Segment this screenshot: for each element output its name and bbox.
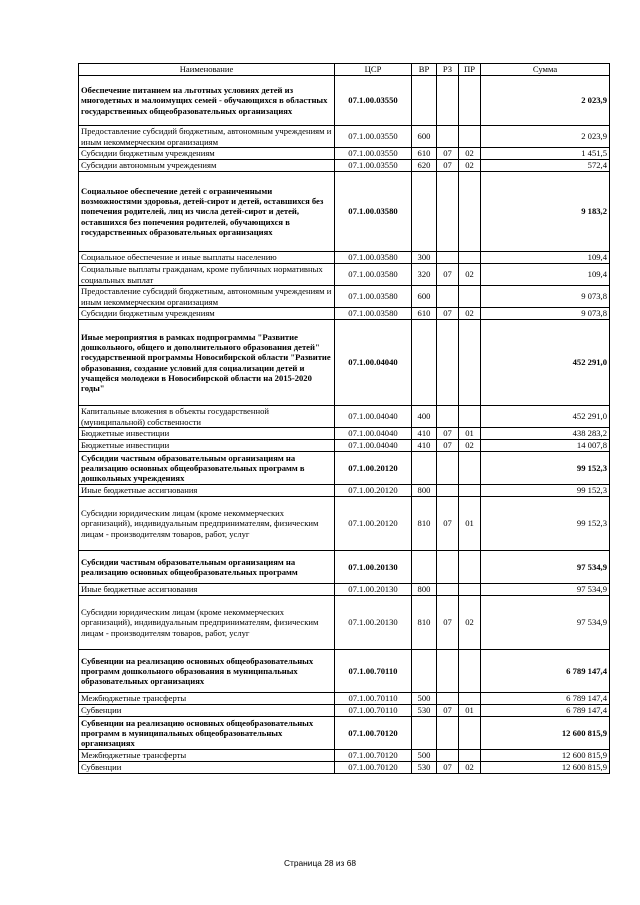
cell-rz bbox=[437, 320, 459, 406]
cell-sum: 99 152,3 bbox=[481, 485, 610, 497]
cell-rz: 07 bbox=[437, 440, 459, 452]
cell-pr bbox=[459, 584, 481, 596]
cell-pr: 02 bbox=[459, 264, 481, 286]
table-row bbox=[79, 126, 610, 148]
header-name: Наименование bbox=[79, 64, 335, 76]
table-row bbox=[79, 650, 610, 693]
cell-rz: 07 bbox=[437, 705, 459, 717]
cell-pr: 01 bbox=[459, 497, 481, 551]
cell-rz bbox=[437, 717, 459, 750]
cell-name: Обеспечение питанием на льготных условиях детей из многодетных и малоимущих семей - обучающихся в областных государственных общеобразовательных организациях bbox=[79, 76, 335, 126]
table-row bbox=[79, 286, 610, 308]
cell-rz bbox=[437, 551, 459, 584]
cell-sum: 572,4 bbox=[481, 160, 610, 172]
cell-pr bbox=[459, 693, 481, 705]
cell-sum: 12 600 815,9 bbox=[481, 717, 610, 750]
cell-pr: 02 bbox=[459, 160, 481, 172]
table-row bbox=[79, 762, 610, 774]
cell-csr: 07.1.00.20130 bbox=[335, 584, 412, 596]
cell-name: Капитальные вложения в объекты государственной (муниципальной) собственности bbox=[79, 406, 335, 428]
cell-sum: 2 023,9 bbox=[481, 126, 610, 148]
cell-csr: 07.1.00.03550 bbox=[335, 76, 412, 126]
cell-vr bbox=[412, 551, 437, 584]
cell-rz bbox=[437, 693, 459, 705]
cell-pr: 02 bbox=[459, 148, 481, 160]
cell-sum: 6 789 147,4 bbox=[481, 705, 610, 717]
cell-rz: 07 bbox=[437, 762, 459, 774]
cell-rz bbox=[437, 286, 459, 308]
cell-name: Социальное обеспечение детей с ограниченными возможностями здоровья, детей-сирот и детей, оставшихся без попечения родителей, лиц из числа детей-сирот и детей, оставшихся без попечения родителей, обучающихся в государственных образовательных организациях bbox=[79, 172, 335, 252]
header-rz: РЗ bbox=[437, 64, 459, 76]
cell-csr: 07.1.00.70120 bbox=[335, 762, 412, 774]
cell-rz bbox=[437, 485, 459, 497]
budget-table-container bbox=[78, 63, 609, 774]
cell-pr bbox=[459, 76, 481, 126]
cell-pr bbox=[459, 717, 481, 750]
cell-pr bbox=[459, 286, 481, 308]
cell-name: Социальные выплаты гражданам, кроме публичных нормативных социальных выплат bbox=[79, 264, 335, 286]
table-row bbox=[79, 148, 610, 160]
cell-pr bbox=[459, 126, 481, 148]
cell-pr bbox=[459, 485, 481, 497]
cell-csr: 07.1.00.04040 bbox=[335, 406, 412, 428]
header-sum: Сумма bbox=[481, 64, 610, 76]
cell-vr: 320 bbox=[412, 264, 437, 286]
cell-vr bbox=[412, 650, 437, 693]
cell-rz: 07 bbox=[437, 264, 459, 286]
cell-pr bbox=[459, 452, 481, 485]
cell-name: Субвенции на реализацию основных общеобразовательных программ в муниципальных общеобразовательных организациях bbox=[79, 717, 335, 750]
cell-sum: 9 073,8 bbox=[481, 308, 610, 320]
cell-csr: 07.1.00.70110 bbox=[335, 693, 412, 705]
cell-csr: 07.1.00.03550 bbox=[335, 160, 412, 172]
cell-vr bbox=[412, 76, 437, 126]
page-number: Страница 28 из 68 bbox=[283, 858, 357, 868]
cell-vr: 800 bbox=[412, 584, 437, 596]
cell-pr bbox=[459, 406, 481, 428]
cell-rz bbox=[437, 126, 459, 148]
cell-sum: 1 451,5 bbox=[481, 148, 610, 160]
table-header-row bbox=[79, 64, 610, 76]
table-row bbox=[79, 750, 610, 762]
cell-rz: 07 bbox=[437, 160, 459, 172]
cell-name: Иные мероприятия в рамках подпрограммы "Развитие дошкольного, общего и дополнительного образования детей" государственной программы Новосибирской области "Развитие образования, создание условий для социализации детей и учащейся молодежи в Новосибирской области на 2015-2020 годы" bbox=[79, 320, 335, 406]
table-row bbox=[79, 497, 610, 551]
cell-pr: 02 bbox=[459, 308, 481, 320]
cell-name: Субвенции bbox=[79, 705, 335, 717]
cell-rz bbox=[437, 584, 459, 596]
cell-name: Субсидии бюджетным учреждениям bbox=[79, 308, 335, 320]
cell-csr: 07.1.00.03580 bbox=[335, 308, 412, 320]
cell-rz: 07 bbox=[437, 428, 459, 440]
cell-rz bbox=[437, 172, 459, 252]
cell-name: Межбюджетные трансферты bbox=[79, 750, 335, 762]
cell-rz bbox=[437, 452, 459, 485]
cell-vr: 600 bbox=[412, 286, 437, 308]
cell-vr: 610 bbox=[412, 148, 437, 160]
cell-sum: 6 789 147,4 bbox=[481, 693, 610, 705]
cell-vr: 410 bbox=[412, 428, 437, 440]
cell-csr: 07.1.00.03580 bbox=[335, 264, 412, 286]
header-vr: ВР bbox=[412, 64, 437, 76]
cell-sum: 97 534,9 bbox=[481, 584, 610, 596]
cell-name: Субсидии бюджетным учреждениям bbox=[79, 148, 335, 160]
cell-vr: 800 bbox=[412, 485, 437, 497]
cell-name: Субсидии автономным учреждениям bbox=[79, 160, 335, 172]
cell-pr: 01 bbox=[459, 705, 481, 717]
cell-pr: 02 bbox=[459, 762, 481, 774]
cell-pr bbox=[459, 172, 481, 252]
cell-vr: 500 bbox=[412, 750, 437, 762]
cell-csr: 07.1.00.03550 bbox=[335, 148, 412, 160]
cell-name: Иные бюджетные ассигнования bbox=[79, 584, 335, 596]
cell-csr: 07.1.00.03580 bbox=[335, 286, 412, 308]
cell-pr bbox=[459, 320, 481, 406]
cell-rz bbox=[437, 252, 459, 264]
cell-name: Предоставление субсидий бюджетным, автономным учреждениям и иным некоммерческим организациям bbox=[79, 286, 335, 308]
cell-vr: 620 bbox=[412, 160, 437, 172]
table-row bbox=[79, 172, 610, 252]
cell-sum: 99 152,3 bbox=[481, 497, 610, 551]
table-row bbox=[79, 76, 610, 126]
cell-name: Субвенции на реализацию основных общеобразовательных программ дошкольного образования в муниципальных образовательных организациях bbox=[79, 650, 335, 693]
table-row bbox=[79, 596, 610, 650]
cell-sum: 97 534,9 bbox=[481, 551, 610, 584]
cell-vr: 610 bbox=[412, 308, 437, 320]
cell-name: Бюджетные инвестиции bbox=[79, 428, 335, 440]
cell-vr: 410 bbox=[412, 440, 437, 452]
cell-rz bbox=[437, 76, 459, 126]
cell-rz bbox=[437, 406, 459, 428]
cell-vr: 530 bbox=[412, 705, 437, 717]
cell-csr: 07.1.00.20130 bbox=[335, 551, 412, 584]
cell-vr: 810 bbox=[412, 497, 437, 551]
table-row bbox=[79, 406, 610, 428]
cell-sum: 2 023,9 bbox=[481, 76, 610, 126]
table-row bbox=[79, 160, 610, 172]
cell-csr: 07.1.00.20120 bbox=[335, 452, 412, 485]
cell-sum: 9 073,8 bbox=[481, 286, 610, 308]
cell-csr: 07.1.00.70110 bbox=[335, 705, 412, 717]
table-row bbox=[79, 320, 610, 406]
cell-sum: 14 007,8 bbox=[481, 440, 610, 452]
cell-pr bbox=[459, 650, 481, 693]
cell-csr: 07.1.00.04040 bbox=[335, 440, 412, 452]
table-row bbox=[79, 485, 610, 497]
cell-sum: 6 789 147,4 bbox=[481, 650, 610, 693]
budget-table bbox=[78, 63, 610, 774]
cell-csr: 07.1.00.70120 bbox=[335, 750, 412, 762]
cell-csr: 07.1.00.04040 bbox=[335, 428, 412, 440]
cell-name: Предоставление субсидий бюджетным, автономным учреждениям и иным некоммерческим организациям bbox=[79, 126, 335, 148]
cell-sum: 12 600 815,9 bbox=[481, 750, 610, 762]
table-row bbox=[79, 264, 610, 286]
table-row bbox=[79, 705, 610, 717]
cell-csr: 07.1.00.70120 bbox=[335, 717, 412, 750]
cell-name: Субсидии юридическим лицам (кроме некоммерческих организаций), индивидуальным предпринимателям, физическим лицам - производителям товаров, работ, услуг bbox=[79, 596, 335, 650]
cell-rz: 07 bbox=[437, 148, 459, 160]
cell-sum: 438 283,2 bbox=[481, 428, 610, 440]
cell-name: Субсидии частным образовательным организациям на реализацию основных общеобразовательных программ в дошкольных учреждениях bbox=[79, 452, 335, 485]
table-row bbox=[79, 308, 610, 320]
cell-vr bbox=[412, 452, 437, 485]
cell-rz: 07 bbox=[437, 596, 459, 650]
cell-vr bbox=[412, 320, 437, 406]
cell-csr: 07.1.00.04040 bbox=[335, 320, 412, 406]
cell-vr bbox=[412, 172, 437, 252]
cell-vr: 530 bbox=[412, 762, 437, 774]
cell-csr: 07.1.00.20120 bbox=[335, 485, 412, 497]
cell-sum: 99 152,3 bbox=[481, 452, 610, 485]
cell-csr: 07.1.00.20120 bbox=[335, 497, 412, 551]
cell-csr: 07.1.00.70110 bbox=[335, 650, 412, 693]
cell-csr: 07.1.00.03580 bbox=[335, 172, 412, 252]
cell-vr: 810 bbox=[412, 596, 437, 650]
cell-vr: 400 bbox=[412, 406, 437, 428]
cell-rz bbox=[437, 650, 459, 693]
cell-pr bbox=[459, 252, 481, 264]
cell-sum: 452 291,0 bbox=[481, 320, 610, 406]
header-csr: ЦСР bbox=[335, 64, 412, 76]
cell-rz bbox=[437, 750, 459, 762]
cell-sum: 9 183,2 bbox=[481, 172, 610, 252]
table-row bbox=[79, 452, 610, 485]
cell-sum: 97 534,9 bbox=[481, 596, 610, 650]
table-row bbox=[79, 252, 610, 264]
cell-sum: 109,4 bbox=[481, 252, 610, 264]
cell-rz: 07 bbox=[437, 308, 459, 320]
cell-pr: 02 bbox=[459, 440, 481, 452]
table-row bbox=[79, 584, 610, 596]
table-row bbox=[79, 717, 610, 750]
cell-rz: 07 bbox=[437, 497, 459, 551]
cell-name: Межбюджетные трансферты bbox=[79, 693, 335, 705]
cell-sum: 109,4 bbox=[481, 264, 610, 286]
cell-sum: 452 291,0 bbox=[481, 406, 610, 428]
cell-vr: 600 bbox=[412, 126, 437, 148]
cell-pr: 01 bbox=[459, 428, 481, 440]
cell-name: Субсидии частным образовательным организациям на реализацию основных общеобразовательных программ bbox=[79, 551, 335, 584]
cell-vr bbox=[412, 717, 437, 750]
cell-name: Бюджетные инвестиции bbox=[79, 440, 335, 452]
cell-vr: 300 bbox=[412, 252, 437, 264]
table-row bbox=[79, 428, 610, 440]
cell-csr: 07.1.00.03550 bbox=[335, 126, 412, 148]
table-row bbox=[79, 551, 610, 584]
cell-name: Социальное обеспечение и иные выплаты населению bbox=[79, 252, 335, 264]
cell-pr bbox=[459, 551, 481, 584]
cell-name: Субсидии юридическим лицам (кроме некоммерческих организаций), индивидуальным предпринимателям, физическим лицам - производителям товаров, работ, услуг bbox=[79, 497, 335, 551]
table-row bbox=[79, 693, 610, 705]
cell-csr: 07.1.00.20130 bbox=[335, 596, 412, 650]
cell-csr: 07.1.00.03580 bbox=[335, 252, 412, 264]
header-pr: ПР bbox=[459, 64, 481, 76]
cell-name: Иные бюджетные ассигнования bbox=[79, 485, 335, 497]
cell-pr bbox=[459, 750, 481, 762]
cell-sum: 12 600 815,9 bbox=[481, 762, 610, 774]
cell-name: Субвенции bbox=[79, 762, 335, 774]
cell-vr: 500 bbox=[412, 693, 437, 705]
cell-pr: 02 bbox=[459, 596, 481, 650]
table-row bbox=[79, 440, 610, 452]
